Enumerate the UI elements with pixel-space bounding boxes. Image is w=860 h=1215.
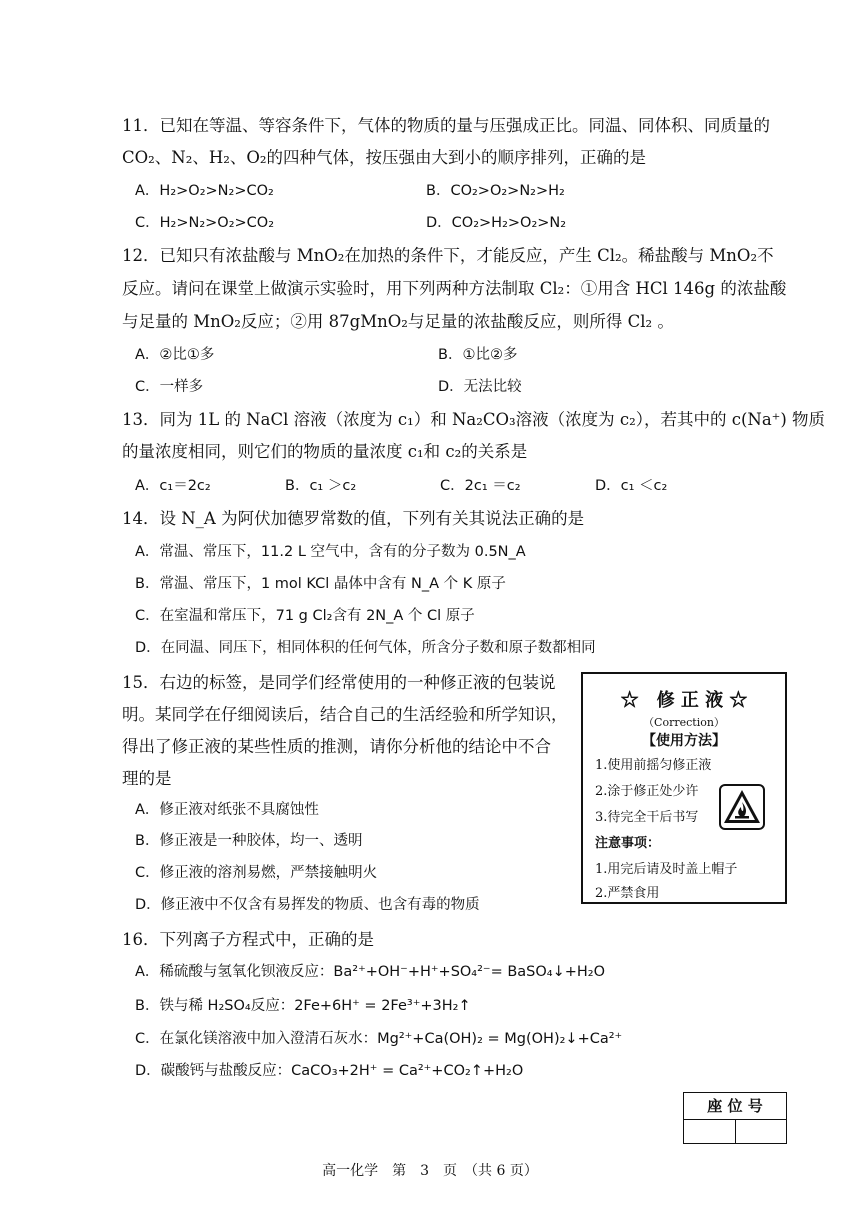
q16-option-d: D．碳酸钙与盐酸反应：CaCO₃+2H⁺ = Ca²⁺+CO₂↑+H₂O <box>135 1063 524 1079</box>
label-subtitle: （Correction） <box>643 716 725 729</box>
label-usage-1: 1.使用前摇匀修正液 <box>595 758 712 773</box>
q12-option-c: C．一样多 <box>135 379 204 395</box>
q11-option-d: D．CO₂>H₂>O₂>N₂ <box>426 215 567 231</box>
q11-stem-line1: 11．已知在等温、等容条件下，气体的物质的量与压强成正比。同温、同体积、同质量的 <box>122 116 770 135</box>
q12-option-d: D．无法比较 <box>438 379 522 395</box>
q14-option-c: C．在室温和常压下，71 g Cl₂含有 2N_A 个 Cl 原子 <box>135 608 475 624</box>
q13-stem-line2: 的量浓度相同，则它们的物质的量浓度 c₁和 c₂的关系是 <box>122 442 528 461</box>
label-usage-2: 2.涂于修正处少许 <box>595 784 699 799</box>
flammable-warning-icon <box>719 784 765 830</box>
q16-option-c: C．在氯化镁溶液中加入澄清石灰水：Mg²⁺+Ca(OH)₂ = Mg(OH)₂↓+Ca²⁺ <box>135 1031 623 1047</box>
page-footer: 高一化学 第 3 页 （共 6 页） <box>322 1163 538 1179</box>
seat-number-box <box>683 1092 787 1144</box>
q13-option-b: B．c₁ ＞c₂ <box>285 478 357 494</box>
label-notes-heading: 注意事项： <box>595 836 661 851</box>
q15-option-b: B．修正液是一种胶体，均一、透明 <box>135 833 363 849</box>
q12-stem-line1: 12．已知只有浓盐酸与 MnO₂在加热的条件下，才能反应，产生 Cl₂。稀盐酸与 MnO₂不 <box>122 246 774 265</box>
q14-option-b: B．常温、常压下，1 mol KCl 晶体中含有 N_A 个 K 原子 <box>135 576 506 592</box>
q13-option-d: D．c₁ ＜c₂ <box>595 478 668 494</box>
q12-option-a: A．②比①多 <box>135 347 215 363</box>
q12-option-b: B．①比②多 <box>438 347 518 363</box>
q11-option-b: B．CO₂>O₂>N₂>H₂ <box>426 183 565 199</box>
label-usage-heading: 【使用方法】 <box>642 733 726 749</box>
q15-stem-line2: 明。某同学在仔细阅读后，结合自己的生活经验和所学知识， <box>122 705 568 724</box>
q15-option-a: A．修正液对纸张不具腐蚀性 <box>135 802 319 818</box>
q11-option-c: C．H₂>N₂>O₂>CO₂ <box>135 215 275 231</box>
q15-stem-line1: 15．右边的标签，是同学们经常使用的一种修正液的包装说 <box>122 673 556 692</box>
q15-stem-line4: 理的是 <box>122 769 172 788</box>
label-note-2: 2.严禁食用 <box>595 886 660 901</box>
q12-stem-line3: 与足量的 MnO₂反应；②用 87gMnO₂与足量的浓盐酸反应，则所得 Cl₂ 。 <box>122 312 674 331</box>
q15-stem-line3: 得出了修正液的某些性质的推测，请你分析他的结论中不合 <box>122 737 551 756</box>
q16-option-a: A．稀硫酸与氢氧化钡液反应：Ba²⁺+OH⁻+H⁺+SO₄²⁻= BaSO₄↓+H₂O <box>135 964 606 980</box>
q15-option-d: D．修正液中不仅含有易挥发的物质、也含有毒的物质 <box>135 897 480 913</box>
q16-option-b: B．铁与稀 H₂SO₄反应：2Fe+6H⁺ = 2Fe³⁺+3H₂↑ <box>135 998 471 1014</box>
label-title: ☆ 修 正 液 ☆ <box>620 690 748 711</box>
q11-stem-line2: CO₂、N₂、H₂、O₂的四种气体，按压强由大到小的顺序排列，正确的是 <box>122 148 646 167</box>
q13-option-a: A．c₁＝2c₂ <box>135 478 211 494</box>
q13-stem-line1: 13．同为 1L 的 NaCl 溶液（浓度为 c₁）和 Na₂CO₃溶液（浓度为 c₂），若其中的 c(Na⁺) 物质 <box>122 410 826 429</box>
seat-number-label: 座 位 号 <box>684 1093 786 1120</box>
q11-option-a: A．H₂>O₂>N₂>CO₂ <box>135 183 274 199</box>
q12-stem-line2: 反应。请问在课堂上做演示实验时，用下列两种方法制取 Cl₂：①用含 HCl 146g 的浓盐酸 <box>122 279 787 298</box>
correction-fluid-label <box>581 672 787 904</box>
q14-stem: 14．设 N_A 为阿伏加德罗常数的值，下列有关其说法正确的是 <box>122 509 585 528</box>
label-usage-3: 3.待完全干后书写 <box>595 810 699 825</box>
q15-option-c: C．修正液的溶剂易燃，严禁接触明火 <box>135 865 378 881</box>
q14-option-a: A．常温、常压下，11.2 L 空气中，含有的分子数为 0.5N_A <box>135 544 526 560</box>
q16-stem: 16．下列离子方程式中，正确的是 <box>122 930 374 949</box>
q14-option-d: D．在同温、同压下，相同体积的任何气体，所含分子数和原子数都相同 <box>135 640 596 656</box>
q13-option-c: C．2c₁ ＝c₂ <box>440 478 521 494</box>
label-note-1: 1.用完后请及时盖上帽子 <box>595 862 738 877</box>
